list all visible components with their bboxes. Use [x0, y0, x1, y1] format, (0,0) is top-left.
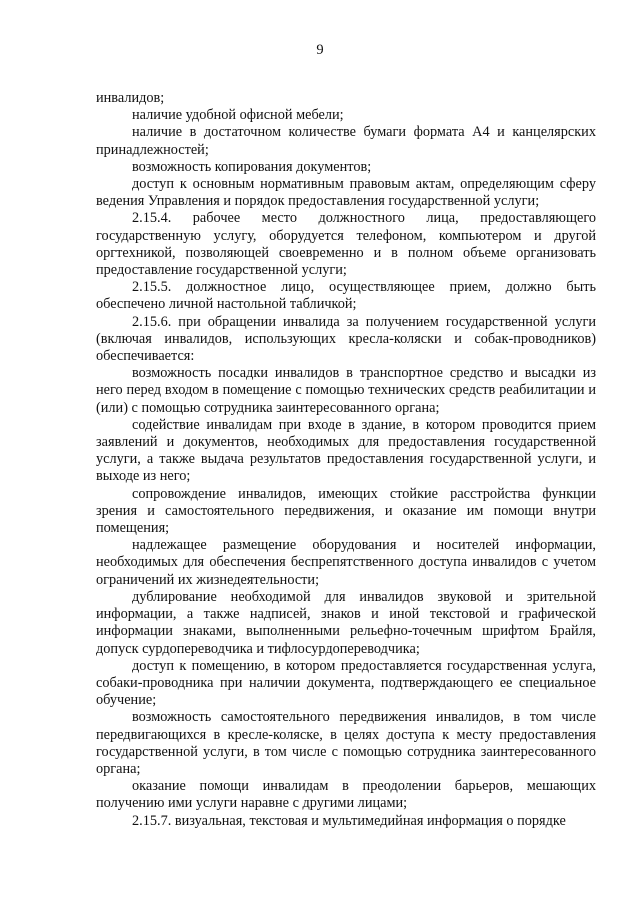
document-body: [96, 90, 596, 830]
paragraph: сопровождение инвалидов, имеющих стойкие расстройства функции зрения и самостоятельного передвижения, и оказание им помощи внутри помещения;: [96, 485, 596, 537]
paragraph: 2.15.4. рабочее место должностного лица, предоставляющего государственную услугу, оборудуется телефоном, компьютером и другой оргтехникой, позволяющей своевременно и в полном объеме организовать предоставление государственной услуги;: [96, 210, 596, 279]
paragraph: 2.15.7. визуальная, текстовая и мультимедийная информация о порядке: [132, 812, 566, 829]
paragraph: возможность посадки инвалидов в транспортное средство и высадки из него перед входом в помещение с помощью технических средств реабилитации и (или) с помощью сотрудника заинтересованного органа;: [96, 365, 596, 416]
paragraph: содействие инвалидам при входе в здание, в котором проводится прием заявлений и документов, необходимых для предоставления государственной услуги, а также выдача результатов предоставления государственной услуги, и выходе из него;: [96, 416, 596, 485]
paragraph: надлежащее размещение оборудования и носителей информации, необходимых для обеспечения беспрепятственного доступа инвалидов с учетом ограничений их жизнедеятельности;: [96, 537, 596, 588]
page-number: 9: [316, 42, 324, 58]
paragraph: возможность самостоятельного передвижения инвалидов, в том числе передвигающихся в кресле-коляске, в целях доступа к месту предоставления государственной услуги, в том числе с помощью сотрудника заинтересованного органа;: [96, 709, 596, 777]
paragraph: 2.15.5. должностное лицо, осуществляющее прием, должно быть обеспечено личной настольной табличкой;: [96, 279, 596, 313]
paragraph: наличие удобной офисной мебели;: [132, 107, 344, 124]
paragraph: инвалидов;: [96, 90, 165, 106]
paragraph: доступ к основным нормативным правовым актам, определяющим сферу ведения Управления и порядок предоставления государственной услуги;: [96, 176, 596, 210]
paragraph: оказание помощи инвалидам в преодолении барьеров, мешающих получению ими услуги наравне с другими лицами;: [96, 778, 596, 812]
paragraph: дублирование необходимой для инвалидов звуковой и зрительной информации, а также надписей, знаков и иной текстовой и графической информации знаками, выполненными рельефно-точечным шрифтом Брайля, допуск сурдопереводчика и тифлосурдопереводчика;: [96, 588, 596, 657]
paragraph: доступ к помещению, в котором предоставляется государственная услуга, собаки-проводника при наличии документа, подтверждающего ее специальное обучение;: [96, 657, 596, 709]
paragraph: наличие в достаточном количестве бумаги формата А4 и канцелярских принадлежностей;: [96, 124, 596, 158]
paragraph: возможность копирования документов;: [132, 158, 372, 175]
paragraph: 2.15.6. при обращении инвалида за получением государственной услуги (включая инвалидов, использующих кресла-коляски и собак-проводников) обеспечивается:: [96, 313, 596, 365]
